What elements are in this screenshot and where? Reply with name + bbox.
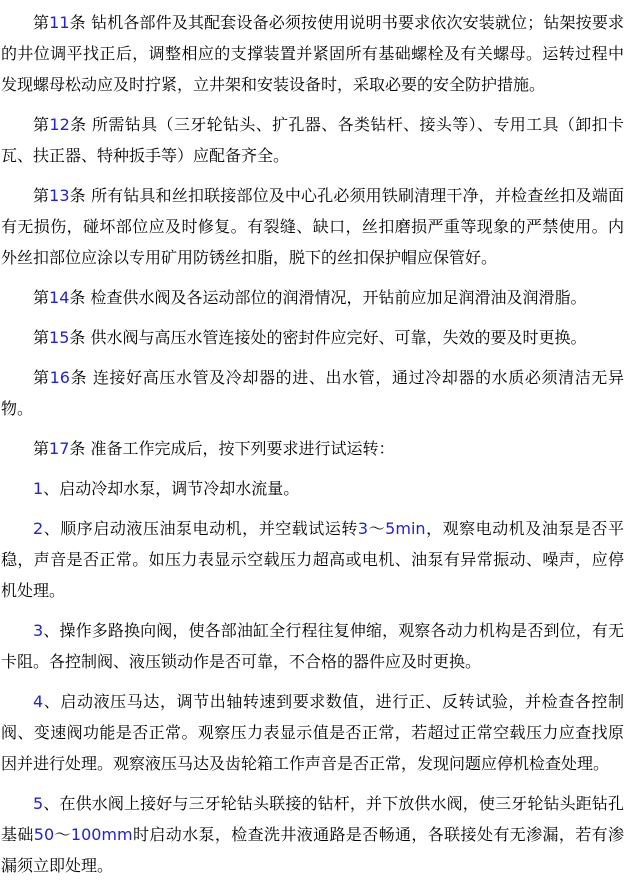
list-item-1 [1, 473, 624, 504]
article-15-paragraph [1, 322, 624, 353]
text-run: 时启动水泵，检查洗井液通路是否畅通，各联接处有无渗漏，若有渗漏须立即处理。 [1, 825, 624, 875]
text-run: 、启动液压马达，调节出轴转速到要求数值，进行正、反转试验，并检查各控制阀、变速阀功能是否正常。观察压力表显示值是否正常，若超过正常空载压力应查找原因并进行处理。观察液压马达及齿轮箱工作声音是否正常，发现问题应停机检查处理。 [1, 692, 624, 773]
article-14-paragraph [1, 282, 624, 313]
text-run: 第 [33, 439, 50, 458]
text-run: 、顺序启动液压油泵电动机，并空载试运转 [43, 519, 358, 538]
text-run: 第 [33, 13, 50, 32]
text-run: 、操作多路换向阀，使各部油缸全行程往复伸缩，观察各动力机构是否到位，有无卡阻。各控制阀、液压锁动作是否可靠，不合格的器件应及时更换。 [1, 621, 624, 671]
article-12-paragraph [1, 109, 624, 171]
number-accent: 5 [33, 794, 44, 813]
list-item-2 [1, 513, 624, 606]
list-item-3 [1, 615, 624, 677]
number-accent: 3 [357, 519, 369, 538]
text-run: 第 [33, 115, 50, 134]
article-13-paragraph [1, 180, 624, 273]
text-run: 第 [33, 368, 50, 387]
text-run: 第 [33, 288, 50, 307]
text-run: ～ [54, 825, 71, 844]
number-accent: 13 [49, 186, 70, 205]
text-run: 条 准备工作完成后，按下列要求进行试运转： [69, 439, 395, 458]
text-run: 第 [33, 186, 50, 205]
number-accent: 4 [33, 692, 44, 711]
number-accent: 50 [33, 825, 55, 844]
number-accent: 12 [49, 115, 70, 134]
number-accent: 2 [33, 519, 44, 538]
number-accent: 16 [49, 368, 70, 387]
number-accent: 100mm [70, 825, 133, 844]
text-run: 、启动冷却水泵，调节冷却水流量。 [43, 479, 300, 498]
text-run: ，观察电动机及油泵是否平稳，声音是否正常。如压力表显示空载压力超高或电机、油泵有异常振动、噪声，应停机处理。 [1, 519, 624, 600]
list-item-5 [1, 788, 624, 881]
text-run: 条 所需钻具（三牙轮钻头、扩孔器、各类钻杆、接头等）、专用工具（卸扣卡瓦、扶正器、特种扳手等）应配备齐全。 [1, 115, 624, 165]
article-16-paragraph [1, 362, 624, 424]
text-run: 条 连接好高压水管及冷却器的进、出水管，通过冷却器的水质必须清洁无异物。 [1, 368, 624, 418]
text-run: 第 [33, 328, 50, 347]
text-run: 条 钻机各部件及其配套设备必须按使用说明书要求依次安装就位；钻架按要求的井位调平找正后，调整相应的支撑装置并紧固所有基础螺栓及有关螺母。运转过程中发现螺母松动应及时拧紧，立井架和安装设备时，采取必要的安全防护措施。 [1, 13, 624, 94]
number-accent: 14 [49, 288, 70, 307]
number-accent: 17 [49, 439, 70, 458]
text-run: ～ [368, 519, 386, 538]
text-run: 条 供水阀与高压水管连接处的密封件应完好、可靠，失效的要及时更换。 [69, 328, 587, 347]
list-item-4 [1, 686, 624, 779]
number-accent: 5min [385, 519, 426, 538]
number-accent: 15 [49, 328, 70, 347]
article-11-paragraph [1, 7, 624, 100]
text-run: 条 所有钻具和丝扣联接部位及中心孔必须用铁刷清理干净，并检查丝扣及端面有无损伤，碰坏部位应及时修复。有裂缝、缺口，丝扣磨损严重等现象的严禁使用。内外丝扣部位应涂以专用矿用防锈丝扣脂，脱下的丝扣保护帽应保管好。 [1, 186, 624, 267]
number-accent: 3 [33, 621, 44, 640]
number-accent: 11 [49, 13, 70, 32]
number-accent: 1 [33, 479, 44, 498]
article-17-paragraph [1, 433, 624, 464]
text-run: 条 检查供水阀及各运动部位的润滑情况，开钻前应加足润滑油及润滑脂。 [69, 288, 587, 307]
text-run: 、在供水阀上接好与三牙轮钻头联接的钻杆，并下放供水阀，使三牙轮钻头距钻孔基础 [1, 794, 624, 844]
